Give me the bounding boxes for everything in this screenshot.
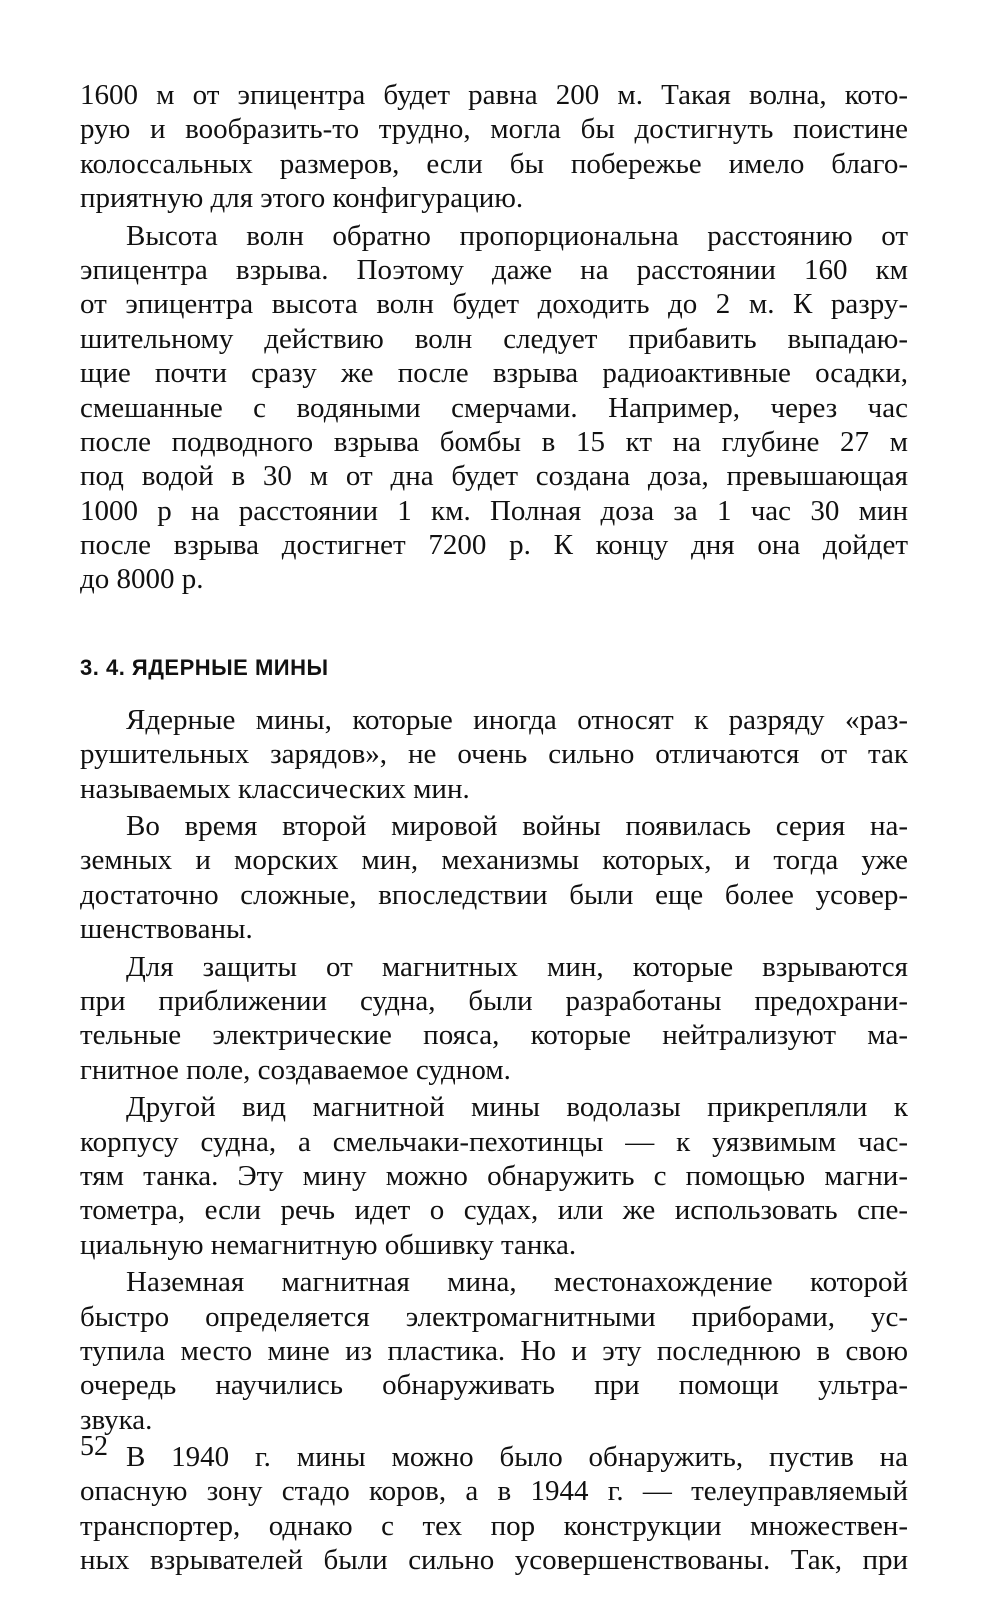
text-line: гнитное поле, создаваемое судном. — [80, 1053, 511, 1086]
text-line: транспортер, однако с тех пор конструкции множествен- — [80, 1509, 908, 1542]
text-line: очередь научились обнаруживать при помощи ультра- — [80, 1369, 908, 1402]
text-line: циальную немагнитную обшивку танка. — [80, 1228, 577, 1261]
text-line: шенствованы. — [80, 913, 253, 946]
text-line: приятную для этого конфигурацию. — [80, 182, 524, 215]
text-line: от эпицентра высота волн будет доходить до 2 м. К разру- — [80, 288, 908, 321]
text-line: после взрыва достигнет 7200 р. К концу дня она дойдет — [80, 529, 908, 562]
text-line: звука. — [80, 1403, 153, 1436]
text-line: 1600 м от эпицентра будет равна 200 м. Такая волна, кото- — [80, 79, 908, 111]
text-line: смешанные с водяными смерчами. Например, через час — [80, 391, 908, 424]
paragraph — [80, 950, 908, 1088]
paragraph — [80, 809, 908, 947]
paragraph — [80, 1265, 908, 1437]
text-line: колоссальных размеров, если бы побережье имело благо- — [80, 147, 908, 180]
text-line: тям танка. Эту мину можно обнаружить с помощью магни- — [80, 1159, 908, 1192]
page-body — [80, 78, 908, 1581]
text-line: Ядерные мины, которые иногда относят к разряду «раз- — [126, 703, 908, 736]
text-line: тупила место мине из пластика. Но и эту последнюю в свою — [80, 1334, 908, 1367]
text-line: называемых классических мин. — [80, 772, 470, 805]
text-line: 1000 р на расстоянии 1 км. Полная доза за 1 час 30 мин — [80, 494, 908, 527]
paragraph — [80, 1090, 908, 1262]
text-line: до 8000 р. — [80, 563, 204, 596]
text-block-section — [80, 703, 908, 1578]
text-line: при приближении судна, были разработаны предохрани- — [80, 984, 908, 1017]
text-line: тометра, если речь идет о судах, или же использовать спе- — [80, 1194, 908, 1227]
text-line: земных и морских мин, механизмы которых, и тогда уже — [80, 844, 908, 877]
text-line: ных взрывателей были сильно усовершенствованы. Так, при — [80, 1544, 908, 1577]
text-line: В 1940 г. мины можно было обнаружить, пустив на — [126, 1441, 908, 1474]
paragraph — [80, 78, 908, 216]
text-line: Во время второй мировой войны появилась серия на- — [126, 810, 908, 843]
text-line: шительному действию волн следует прибавить выпадаю- — [80, 322, 908, 355]
text-line: Высота волн обратно пропорциональна расстоянию от — [126, 219, 908, 252]
text-line: эпицентра взрыва. Поэтому даже на расстоянии 160 км — [80, 253, 908, 286]
text-line: после подводного взрыва бомбы в 15 кт на глубине 27 м — [80, 425, 908, 458]
text-line: рушительных зарядов», не очень сильно отличаются от так — [80, 738, 908, 771]
text-line: Другой вид магнитной мины водолазы прикрепляли к — [126, 1091, 908, 1124]
text-block-top — [80, 78, 908, 597]
text-line: Для защиты от магнитных мин, которые взрываются — [126, 950, 908, 983]
paragraph — [80, 219, 908, 597]
text-line: тельные электрические пояса, которые нейтрализуют ма- — [80, 1019, 908, 1052]
text-line: щие почти сразу же после взрыва радиоактивные осадки, — [80, 357, 908, 390]
text-line: рую и вообразить-то трудно, могла бы достигнуть поистине — [80, 113, 908, 146]
paragraph — [80, 1440, 908, 1578]
text-line: Наземная магнитная мина, местонахождение которой — [126, 1266, 908, 1299]
section-heading: 3. 4. ЯДЕРНЫЕ МИНЫ — [80, 654, 329, 680]
paragraph — [80, 703, 908, 806]
text-line: корпусу судна, а смельчаки-пехотинцы — к уязвимым час- — [80, 1125, 908, 1158]
text-line: достаточно сложные, впоследствии были еще более усовер- — [80, 878, 908, 911]
text-line: под водой в 30 м от дна будет создана доза, превышающая — [80, 460, 908, 493]
text-line: опасную зону стадо коров, а в 1944 г. — телеуправляемый — [80, 1475, 908, 1508]
text-line: быстро определяется электромагнитными приборами, ус- — [80, 1300, 908, 1333]
page-number: 52 — [80, 1431, 108, 1462]
